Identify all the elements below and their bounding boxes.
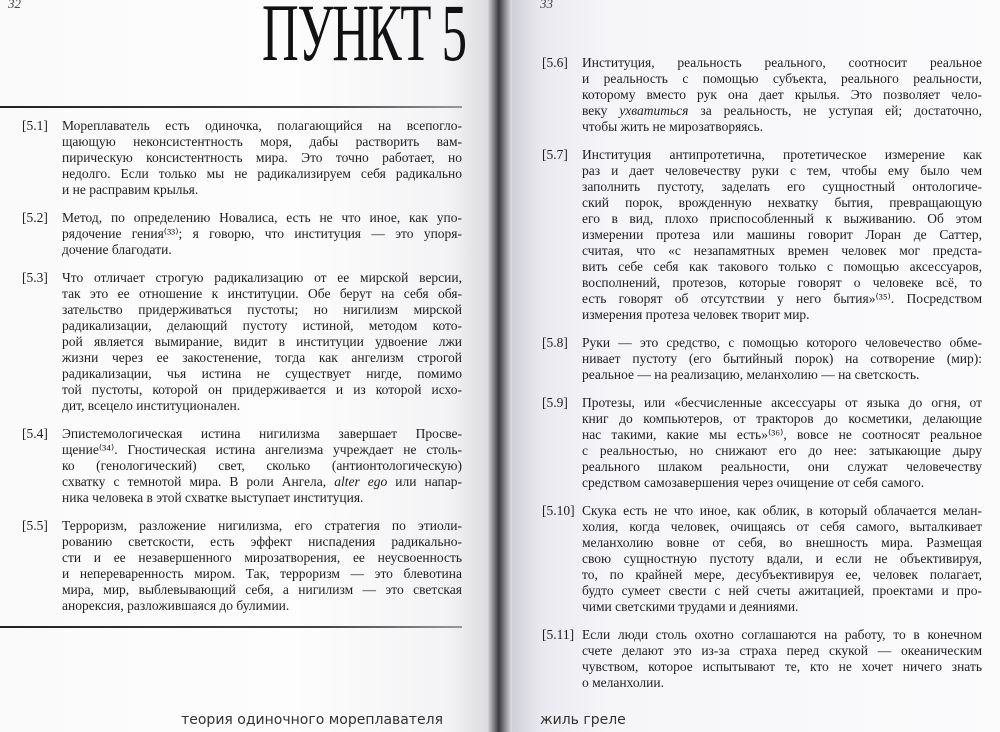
paragraph-body — [582, 55, 982, 135]
paragraph-body — [582, 335, 982, 383]
paragraph-number: [5.10] — [542, 503, 575, 518]
text-line: веку ухватиться за реальность, не уступая ей; достаточно, — [582, 103, 982, 118]
paragraph-5-3 — [22, 270, 462, 414]
text-line: дит, всецело институционален. — [62, 398, 241, 413]
text-line: о меланхолии. — [582, 675, 664, 690]
text-line: считая, что «с незапамятных времен человек мог предста- — [582, 243, 982, 258]
text-line: раз и дает человечеству руки с тем, чтобы ему было чем — [582, 163, 982, 178]
paragraph-number: [5.6] — [542, 55, 568, 70]
paragraph-number: [5.8] — [542, 335, 568, 350]
paragraph-number: [5.9] — [542, 395, 568, 410]
text-line: щение⁽³⁴⁾. Гностическая истина ангелизма учреждает не столь- — [62, 442, 462, 457]
text-line: средством самозавершения через очищение от себя самого. — [582, 475, 925, 490]
text-line: книг до компьютеров, от тракторов до косметики, делающие — [582, 411, 982, 426]
text-line: Терроризм, разложение нигилизма, его стратегия по этиоли- — [62, 518, 462, 533]
text-line: щающую неконсистентность моря, дабы растворить вам- — [62, 134, 462, 149]
paragraph-body — [62, 518, 462, 614]
page-number: 33 — [540, 0, 553, 11]
text-line: холия, когда человек, очищаясь от себя самого, выталкивает — [582, 519, 982, 534]
running-footer: теория одиночного мореплавателя — [181, 712, 443, 728]
text-line: с реальностью, но снижают его до нее: затыкающие дыру — [582, 443, 982, 458]
text-line: чувством, которое испытывают те, кто не хочет ничего знать — [582, 659, 982, 674]
running-footer: жиль греле — [540, 712, 626, 728]
text-line: радикализации, чья истина не существует нигде, помимо — [62, 366, 462, 381]
text-line: чими светскими трудами и деяниями. — [582, 599, 799, 614]
paragraph-number: [5.4] — [22, 426, 48, 441]
paragraph-5-6 — [542, 55, 982, 135]
paragraph-body — [62, 426, 462, 506]
paragraph-body — [62, 270, 462, 414]
text-line: измерении протеза или машины говорит Лоран де Саттер, — [582, 227, 982, 242]
text-line: Институция, реальность реального, соотносит реальное — [582, 55, 982, 70]
text-line: то, по крайней мере, десубъективируя ее, человек полагает, — [582, 567, 982, 582]
paragraph-body — [582, 627, 982, 691]
text-line: рой является вымирание, видит в институции удвоение лжи — [62, 334, 462, 349]
paragraph-number: [5.2] — [22, 210, 48, 225]
text-line: нас такими, какие мы есть»⁽³⁶⁾, вовсе не соотносят реальное — [582, 427, 982, 442]
text-line: жизни через ее закостенение, тогда как ангелизм строгой — [62, 350, 462, 365]
text-line: Протезы, или «бесчисленные аксессуары от языка до огня, от — [582, 395, 982, 410]
text-line: восполнений, протезов, которые говорят о человеке всё, то — [582, 275, 982, 290]
text-line: радикализации, делающий пустоту истиной, методом кото- — [62, 318, 462, 333]
text-line: меланхолию вовне от себя, во внешность мира. Размещая — [582, 535, 982, 550]
text-line: его в вид, плохо приспособленный к выживанию. Об этом — [582, 211, 982, 226]
text-line: и непереваренность миром. Так, терроризм — это блевотина — [62, 566, 462, 581]
paragraph-5-2 — [22, 210, 462, 258]
text-line: недолго. Если только мы не радикализируем себя радикально — [62, 166, 462, 181]
right-page — [512, 0, 1000, 732]
text-line: так это ее отношение к институции. Обе берут на себя обя- — [62, 286, 462, 301]
text-line: Эпистемологическая истина нигилизма завершает Просве- — [62, 426, 462, 441]
text-line: мира, мир, выблевывающий себя, а нигилизм — это светская — [62, 582, 462, 597]
paragraph-number: [5.1] — [22, 118, 48, 133]
text-line: измерения протеза человек творит мир. — [582, 307, 810, 322]
text-line: нивает пустоту (его бытийный порок) на сотворение (мир): — [582, 351, 982, 366]
divider — [0, 106, 462, 108]
text-line: Метод, по определению Новалиса, есть не что иное, как упо- — [62, 210, 462, 225]
text-line: и реальность с помощью субъекта, реального реальности, — [582, 71, 982, 86]
book-gutter — [488, 0, 512, 732]
text-line: будто сумеет свести с ней счеты ажитацией, проектами и про- — [582, 583, 982, 598]
page-number: 32 — [8, 0, 21, 11]
paragraph-5-1 — [22, 118, 462, 198]
text-line: Скука есть не что иное, как облик, в который облачается мелан- — [582, 503, 982, 518]
text-line: ника человека в этой схватке выступает институция. — [62, 490, 364, 505]
left-page — [0, 0, 488, 732]
paragraph-5-7 — [542, 147, 982, 323]
text-line: рованию светскости, есть эффект ниспадения радикально- — [62, 534, 462, 549]
text-line: ко (генологический) свет, сколько (антионтологическую) — [62, 458, 462, 473]
text-line: Руки — это средство, с помощью которого человечество обме- — [582, 335, 982, 350]
text-line: вить себе себя как такового только с помощью аксессуаров, — [582, 259, 982, 274]
paragraph-body — [582, 395, 982, 491]
paragraph-body — [62, 118, 462, 198]
paragraph-5-5 — [22, 518, 462, 614]
divider — [0, 626, 462, 628]
paragraph-number: [5.11] — [542, 627, 575, 642]
left-text-column — [22, 118, 462, 628]
text-line: схватку с темнотой мира. В роли Ангела, alter ego или напар- — [62, 474, 462, 489]
text-line: Институция антипротетична, протетическое измерение как — [582, 147, 982, 162]
paragraph-body — [582, 503, 982, 615]
paragraph-5-8 — [542, 335, 982, 383]
text-line: есть говорят об отсутствии у него бытия»⁽³⁵⁾. Посредством — [582, 291, 982, 306]
text-line: реального шлаком реальности, они служат человечеству — [582, 459, 982, 474]
paragraph-5-9 — [542, 395, 982, 491]
paragraph-number: [5.7] — [542, 147, 568, 162]
text-line: дочение благодати. — [62, 242, 172, 257]
text-line: пирическую консистентность мира. Это точно работает, но — [62, 150, 462, 165]
paragraph-5-10 — [542, 503, 982, 615]
text-line: той пустоты, которой он придерживается и из которой исхо- — [62, 382, 462, 397]
text-line: зательство придерживаться пустоты; но нигилизм мирской — [62, 302, 462, 317]
paragraph-5-11 — [542, 627, 982, 691]
text-line: чтобы жить не мирозатворяясь. — [582, 119, 764, 134]
right-text-column — [542, 55, 982, 703]
chapter-title: ПУНКТ 5 — [262, 0, 466, 78]
text-line: рядочение гения⁽³³⁾; я говорю, что институция — это упоря- — [62, 226, 462, 241]
text-line: реальное — на реализацию, меланхолию — на светскость. — [582, 367, 920, 382]
text-line: ский порок, врожденную нехватку бытия, превращающую — [582, 195, 982, 210]
text-line: счете делают это из-за страха перед скукой — океаническим — [582, 643, 982, 658]
text-line: свою сущностную пустоту вдали, и если не объективируя, — [582, 551, 982, 566]
text-line: сти и ее незавершенного мирозатворения, ее неусвоенность — [62, 550, 462, 565]
paragraph-body — [582, 147, 982, 323]
text-line: которому вместо рук она дает крылья. Это позволяет чело- — [582, 87, 982, 102]
text-line: анорексия, разложившаяся до булимии. — [62, 598, 290, 613]
text-line: Что отличает строгую радикализацию от ее мирской версии, — [62, 270, 462, 285]
paragraph-number: [5.5] — [22, 518, 48, 533]
text-line: и не расправим крылья. — [62, 182, 199, 197]
paragraph-number: [5.3] — [22, 270, 48, 285]
text-line: Мореплаватель есть одиночка, полагающийся на всепогло- — [62, 118, 462, 133]
text-line: заполнить пустоту, заделать его сущностный онтологиче- — [582, 179, 982, 194]
text-line: Если люди столь охотно соглашаются на работу, то в конечном — [582, 627, 982, 642]
paragraph-body — [62, 210, 462, 258]
paragraph-5-4 — [22, 426, 462, 506]
